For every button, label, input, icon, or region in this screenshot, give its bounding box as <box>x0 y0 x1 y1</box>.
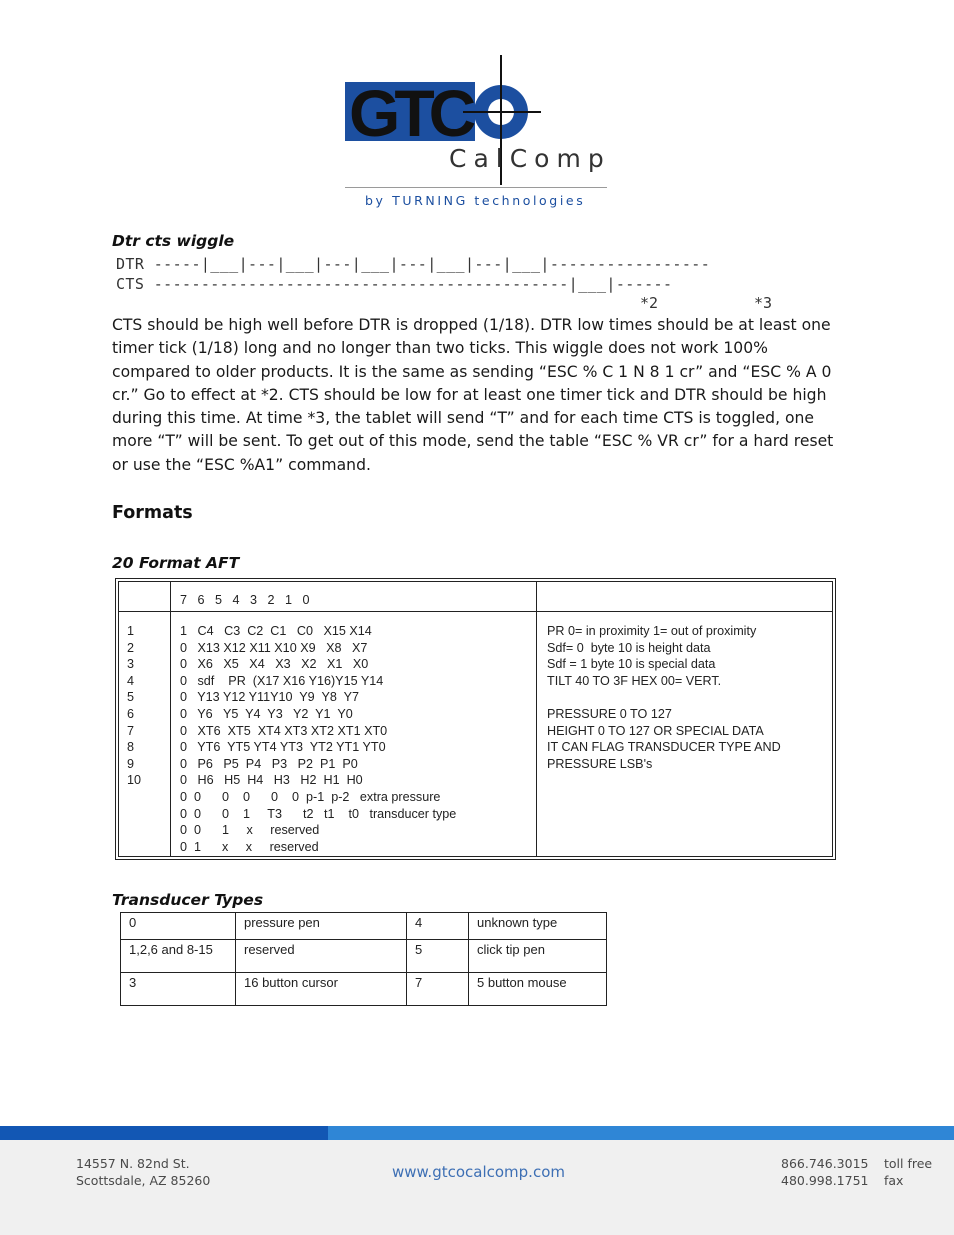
format-note: IT CAN FLAG TRANSDUCER TYPE AND <box>547 740 781 755</box>
format-note: HEIGHT 0 TO 127 OR SPECIAL DATA <box>547 723 764 738</box>
format-table <box>115 578 836 860</box>
phone-tollfree: 866.746.3015 <box>781 1156 869 1171</box>
tollfree-label: toll free <box>884 1156 933 1171</box>
transducer-name: click tip pen <box>469 940 607 972</box>
byte-number: 10 <box>127 773 142 788</box>
address-line-1: 14557 N. 82nd St. <box>76 1156 190 1171</box>
footer-address <box>76 1156 210 1189</box>
transducer-name: unknown type <box>469 913 607 940</box>
bit-row: 0 1 x x reserved <box>180 839 319 854</box>
logo-letters: GTC <box>349 76 471 150</box>
gtco-logo-mark <box>345 55 615 185</box>
footer-accent-bar-dark <box>0 1126 328 1140</box>
transducer-table <box>120 912 607 1006</box>
transducer-name: 5 button mouse <box>469 972 607 1005</box>
format-note: Sdf = 1 byte 10 is special data <box>547 657 716 672</box>
transducer-heading: Transducer Types <box>112 891 264 909</box>
phone-fax: 480.998.1751 <box>781 1172 869 1188</box>
bit-row: 0 0 1 x reserved <box>180 823 320 838</box>
fax-label: fax <box>884 1172 904 1188</box>
bit-row: 0 P6 P5 P4 P3 P2 P1 P0 <box>180 756 358 771</box>
transducer-row <box>121 940 607 972</box>
wiggle-heading: Dtr cts wiggle <box>112 232 235 250</box>
transducer-name: reserved <box>236 940 407 972</box>
transducer-row <box>121 972 607 1005</box>
transducer-name: pressure pen <box>236 913 407 940</box>
byte-number: 8 <box>127 740 135 755</box>
byte-number: 1 <box>127 624 135 638</box>
cts-timing-line: CTS --------------------------------------------|___|------ <box>116 275 673 293</box>
bit-position-header: 7 6 5 4 3 2 1 0 <box>180 593 310 607</box>
bit-row: 0 0 0 1 T3 t2 t1 t0 transducer type <box>180 806 457 821</box>
format-notes-column <box>547 623 781 772</box>
bit-row: 0 H6 H5 H4 H3 H2 H1 H0 <box>180 773 363 788</box>
byte-number: 4 <box>127 673 135 688</box>
bit-row: 0 0 0 0 0 0 p-1 p-2 extra pressure <box>180 789 441 804</box>
footer-website-link[interactable]: www.gtcocalcomp.com <box>392 1163 565 1181</box>
transducer-code: 5 <box>407 940 469 972</box>
footer-accent-bar-light <box>328 1126 954 1140</box>
bit-row: 0 Y6 Y5 Y4 Y3 Y2 Y1 Y0 <box>180 706 353 721</box>
transducer-code: 1,2,6 and 8-15 <box>121 940 236 972</box>
bit-row: 0 X13 X12 X11 X10 X9 X8 X7 <box>180 640 368 655</box>
format-note: PRESSURE 0 TO 127 <box>547 706 672 721</box>
bit-row: 0 Y13 Y12 Y11Y10 Y9 Y8 Y7 <box>180 690 360 705</box>
byte-number: 7 <box>127 723 135 738</box>
timing-marker-2: *2 <box>640 294 659 312</box>
transducer-name: 16 button cursor <box>236 972 407 1005</box>
bit-row: 0 XT6 XT5 XT4 XT3 XT2 XT1 XT0 <box>180 723 388 738</box>
timing-marker-3: *3 <box>754 294 773 312</box>
transducer-code: 3 <box>121 972 236 1005</box>
transducer-code: 7 <box>407 972 469 1005</box>
logo-divider <box>345 187 607 188</box>
byte-number-column <box>127 623 141 789</box>
transducer-code: 0 <box>121 913 236 940</box>
bit-row: 1 C4 C3 C2 C1 C0 X15 X14 <box>180 624 372 638</box>
wiggle-description: CTS should be high well before DTR is dropped (1/18). DTR low times should be at least one timer tick (1/18) long and no longer than two ticks. This wiggle does not work 100% compared to older products. It is the same as sending “ESC % C 1 N 8 1 cr” and “ESC % A 0 cr.” Go to effect at *2. CTS should be low for at least one timer tick and DTR should be high during this time. At time *3, the tablet will send “T” and for each time CTS is toggled, one more “T” will be sent. To get out of this mode, send the table “ESC % VR cr” for a hard reset or use the “ESC %A1” command. <box>112 316 834 474</box>
footer <box>0 1140 954 1235</box>
dtr-timing-line: DTR -----|___|---|___|---|___|---|___|---|___|----------------- <box>116 255 711 273</box>
bit-row: 0 X6 X5 X4 X3 X2 X1 X0 <box>180 657 369 672</box>
bit-row: 0 YT6 YT5 YT4 YT3 YT2 YT1 YT0 <box>180 740 386 755</box>
format-note: PR 0= in proximity 1= out of proximity <box>547 624 757 638</box>
transducer-row <box>121 913 607 940</box>
transducer-code: 4 <box>407 913 469 940</box>
format-subheading: 20 Format AFT <box>112 554 240 572</box>
byte-number: 5 <box>127 690 135 705</box>
bit-definition-column <box>180 623 456 855</box>
footer-phone-numbers <box>781 1156 868 1189</box>
format-note: PRESSURE LSB's <box>547 756 653 771</box>
bit-row: 0 sdf PR (X17 X16 Y16)Y15 Y14 <box>180 673 384 688</box>
byte-number: 9 <box>127 756 135 771</box>
format-note <box>547 689 781 706</box>
company-logo <box>345 55 615 215</box>
byte-number: 3 <box>127 657 135 672</box>
logo-subtext: CalComp <box>449 144 611 173</box>
address-line-2: Scottsdale, AZ 85260 <box>76 1172 211 1188</box>
format-note: TILT 40 TO 3F HEX 00= VERT. <box>547 673 722 688</box>
formats-heading: Formats <box>112 503 193 523</box>
format-note: Sdf= 0 byte 10 is height data <box>547 640 711 655</box>
logo-tagline: by TURNING technologies <box>365 193 586 208</box>
footer-phone-labels <box>884 1156 932 1189</box>
byte-number: 6 <box>127 706 135 721</box>
byte-number: 2 <box>127 640 135 655</box>
